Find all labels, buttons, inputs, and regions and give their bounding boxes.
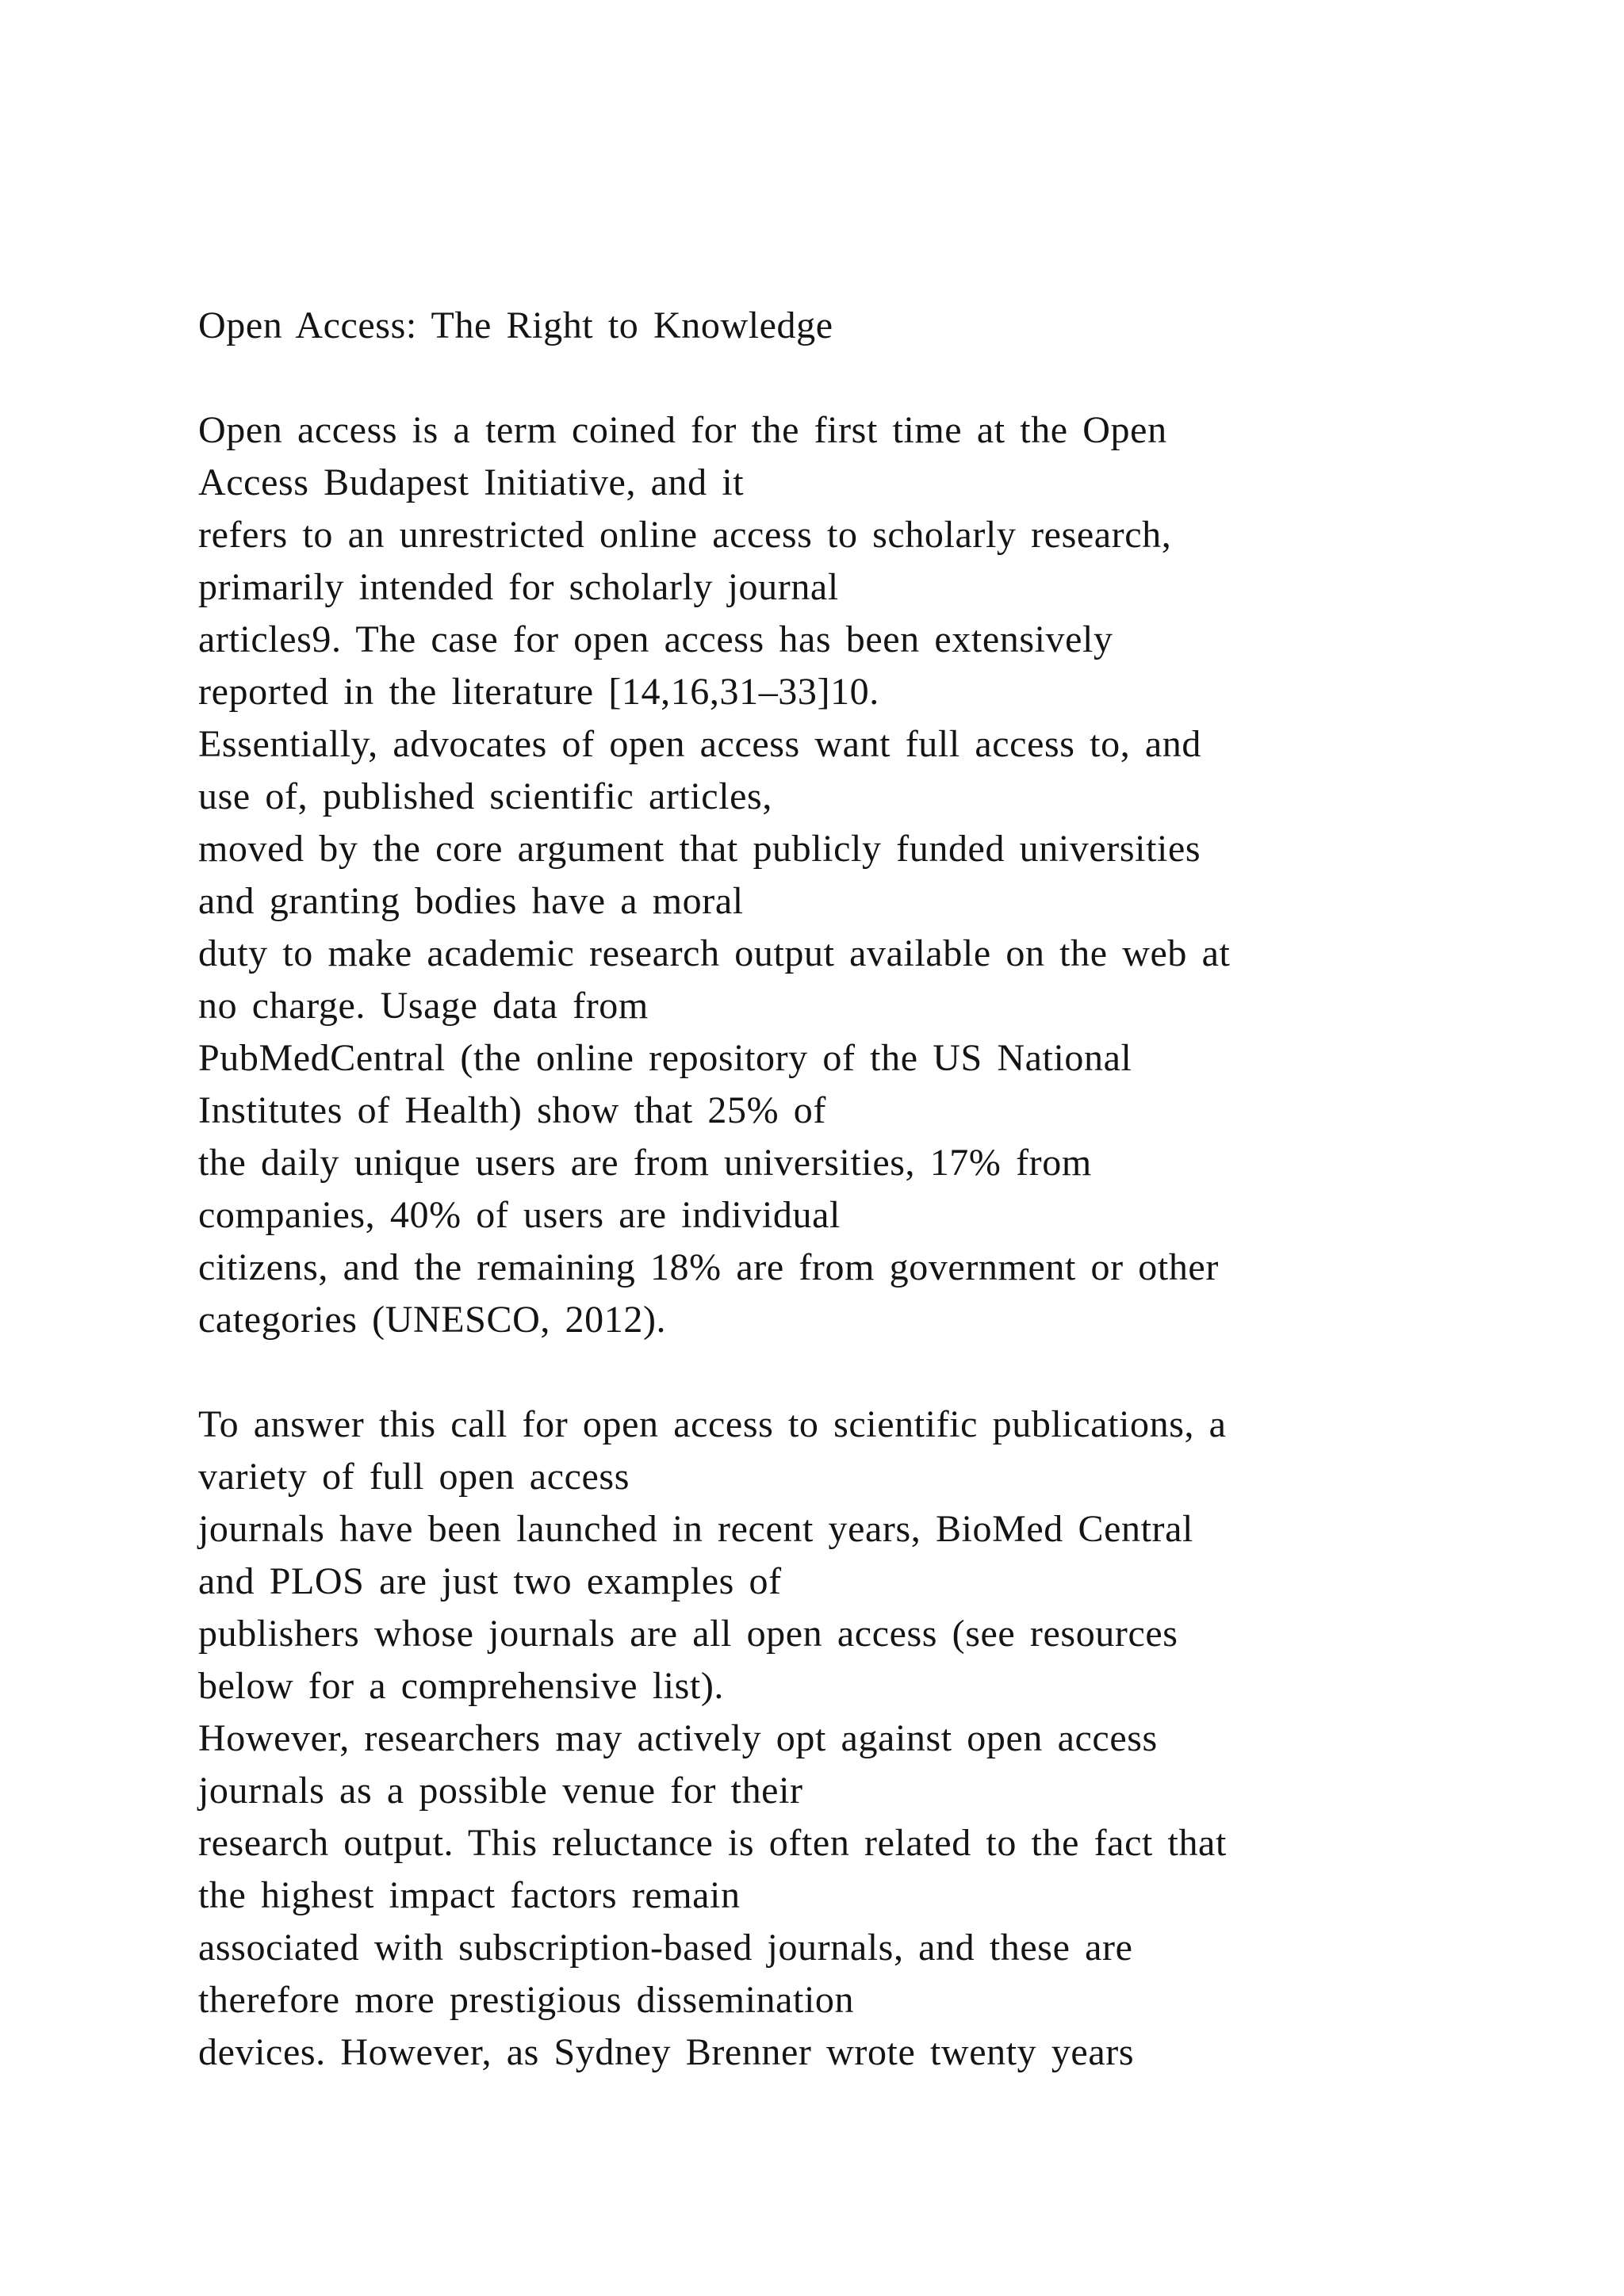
paragraph-spacer — [198, 1346, 1435, 1399]
text-line: Essentially, advocates of open access want full access to, and — [198, 723, 1201, 765]
text-line: publishers whose journals are all open access (see resources — [198, 1613, 1178, 1655]
text-line: associated with subscription-based journals, and these are — [198, 1927, 1133, 1969]
text-line: devices. However, as Sydney Brenner wrote twenty years — [198, 2031, 1135, 2073]
text-line: reported in the literature [14,16,31–33]10. — [198, 671, 879, 713]
text-line: and granting bodies have a moral — [198, 880, 744, 922]
text-line: the daily unique users are from universities, 17% from — [198, 1142, 1092, 1184]
text-line: use of, published scientific articles, — [198, 775, 772, 817]
text-line: refers to an unrestricted online access to scholarly research, — [198, 514, 1172, 556]
text-line: below for a comprehensive list). — [198, 1665, 725, 1707]
text-line: To answer this call for open access to scientific publications, a — [198, 1403, 1227, 1445]
text-line: and PLOS are just two examples of — [198, 1560, 782, 1602]
paragraph-spacer — [198, 352, 1435, 404]
text-line: journals as a possible venue for their — [198, 1770, 803, 1812]
text-line: moved by the core argument that publicly funded universities — [198, 828, 1201, 870]
text-line: the highest impact factors remain — [198, 1874, 741, 1916]
text-line: variety of full open access — [198, 1456, 630, 1498]
text-line: primarily intended for scholarly journal — [198, 566, 839, 608]
text-line: companies, 40% of users are individual — [198, 1194, 841, 1236]
text-line: therefore more prestigious dissemination — [198, 1979, 855, 2021]
text-line: However, researchers may actively opt against open access — [198, 1717, 1158, 1759]
paragraph-2 — [198, 1399, 1435, 2079]
text-line: no charge. Usage data from — [198, 985, 649, 1027]
text-line: articles9. The case for open access has been extensively — [198, 618, 1113, 660]
text-line: research output. This reluctance is often related to the fact that — [198, 1822, 1227, 1864]
text-line: categories (UNESCO, 2012). — [198, 1299, 667, 1341]
text-line: Institutes of Health) show that 25% of — [198, 1089, 826, 1131]
text-line: journals have been launched in recent years, BioMed Central — [198, 1508, 1193, 1550]
text-line: Access Budapest Initiative, and it — [198, 461, 745, 503]
paragraph-1 — [198, 404, 1435, 1346]
text-line: duty to make academic research output available on the web at — [198, 932, 1231, 974]
text-line: citizens, and the remaining 18% are from government or other — [198, 1246, 1219, 1288]
text-line: Open access is a term coined for the first time at the Open — [198, 409, 1167, 451]
document-title: Open Access: The Right to Knowledge — [198, 304, 833, 346]
document-body — [198, 300, 1435, 2079]
text-line: PubMedCentral (the online repository of the US National — [198, 1037, 1132, 1079]
